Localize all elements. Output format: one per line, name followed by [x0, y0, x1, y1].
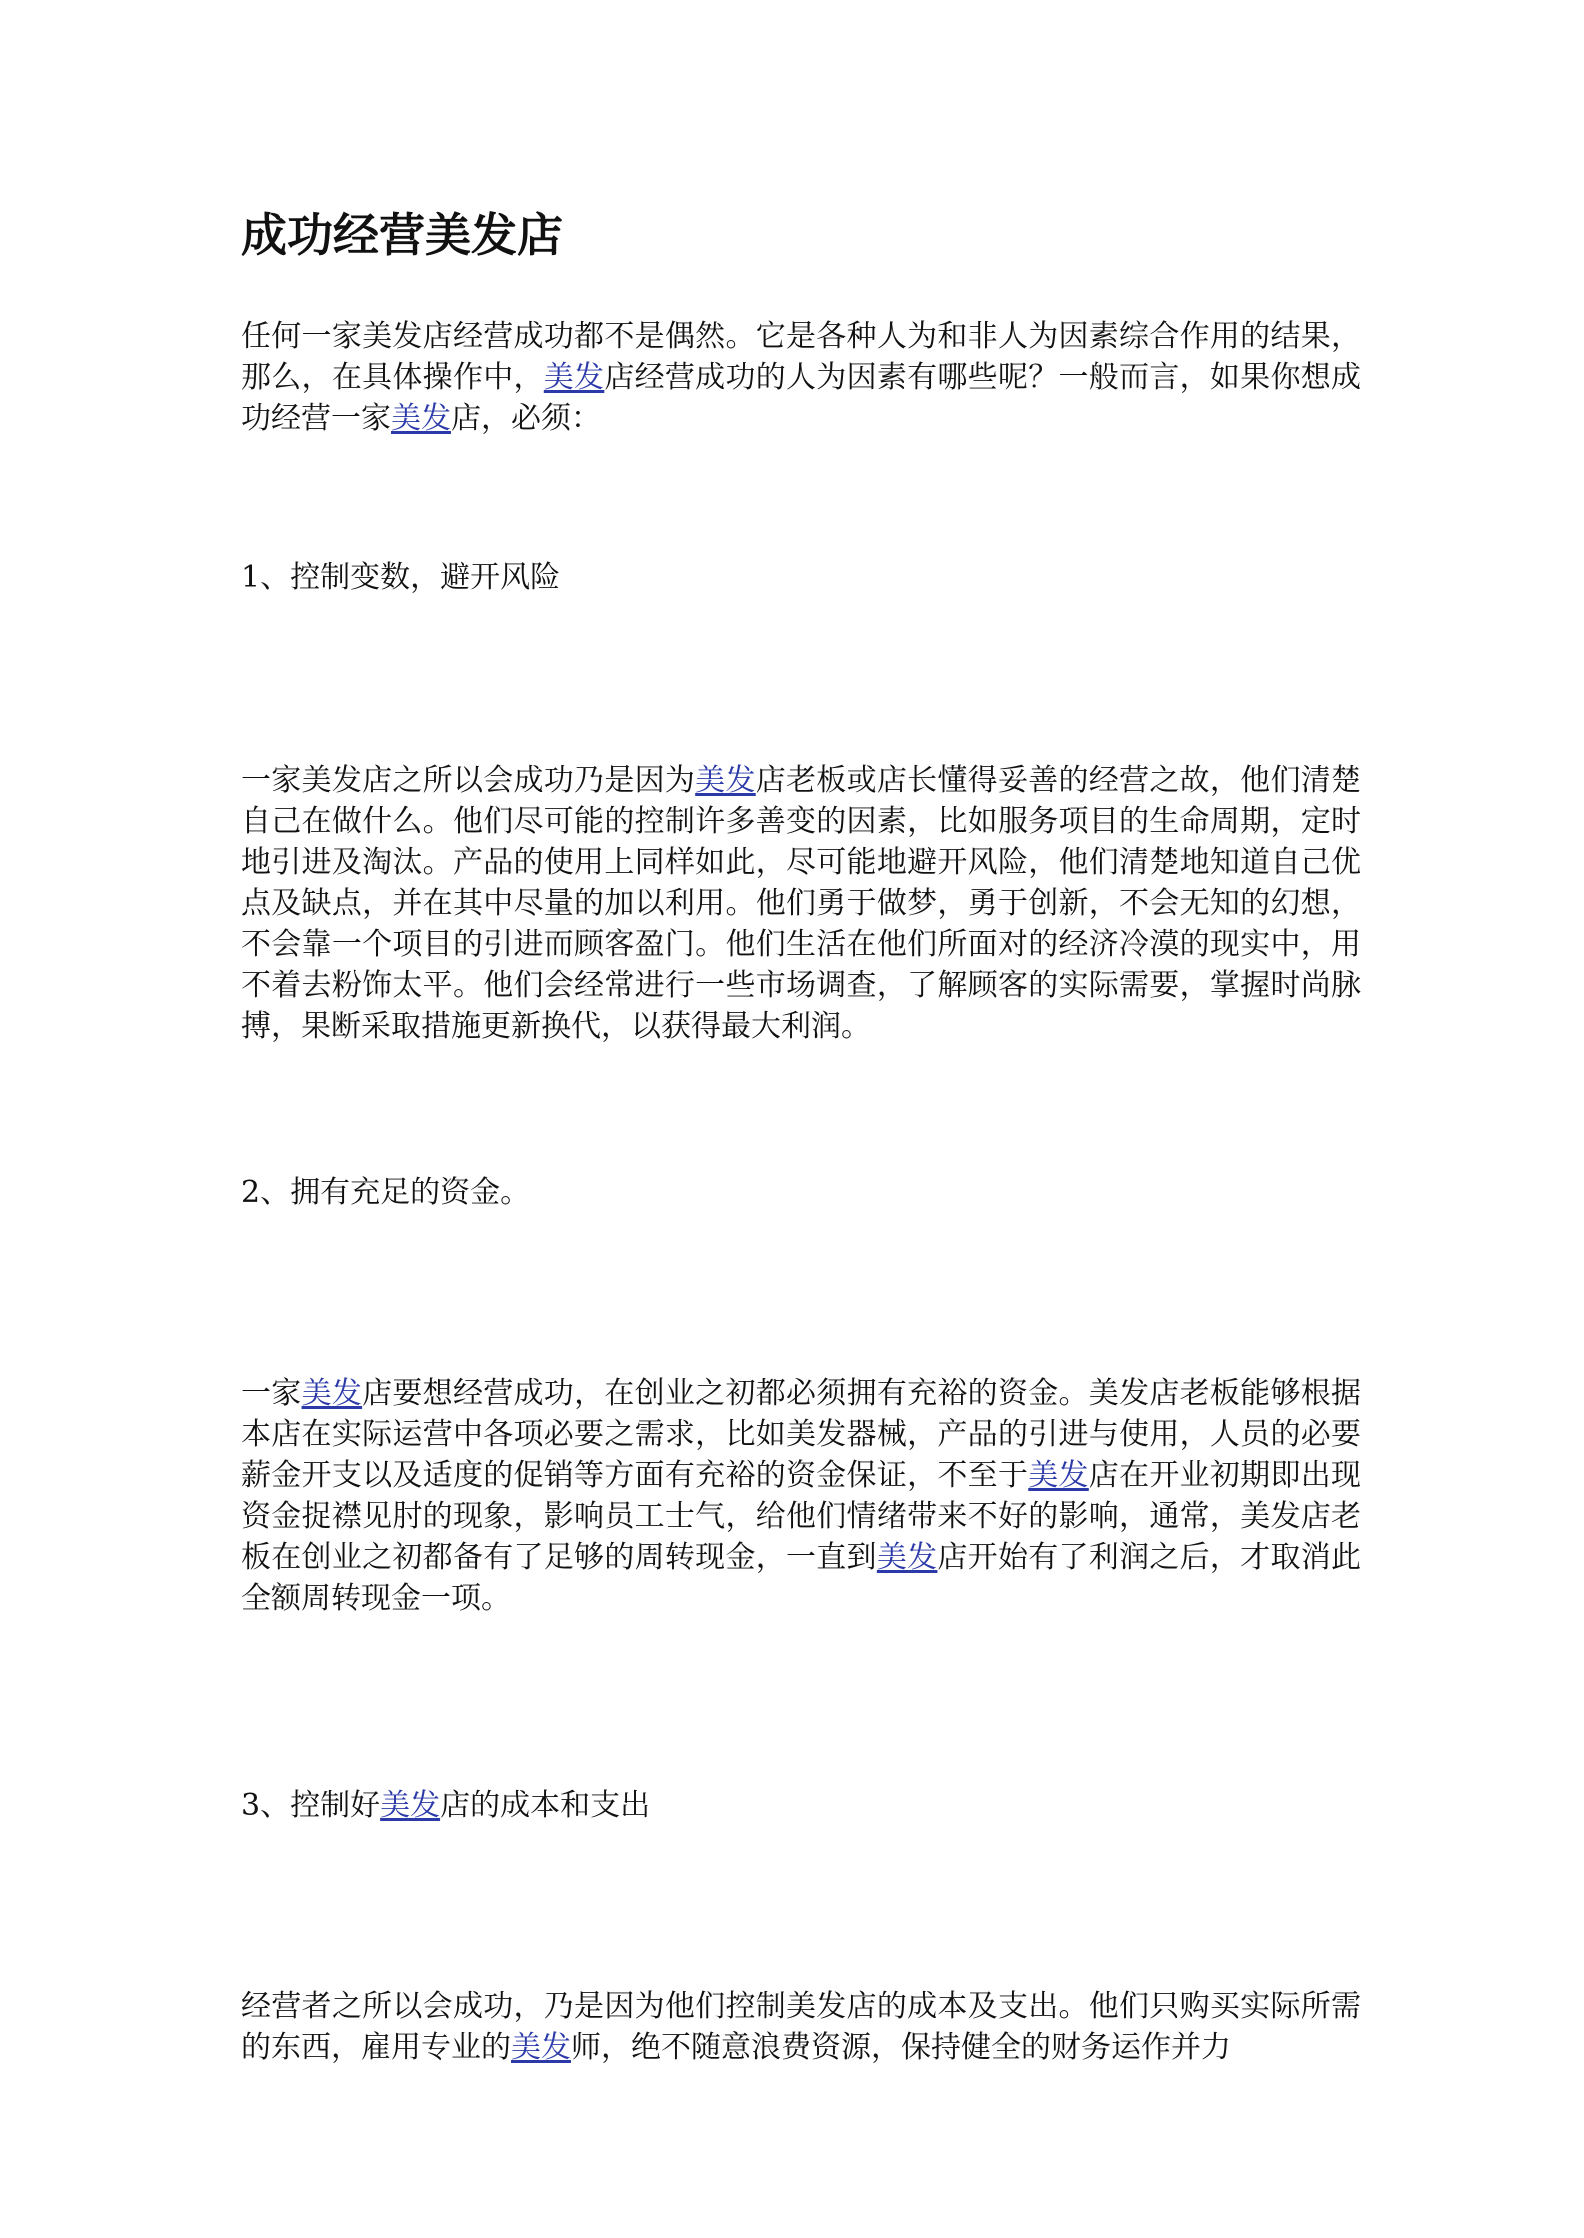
text-run: 店经营成功的人为因素有哪些呢？一般而言，如果你想成功经营一家 [241, 360, 1362, 436]
text-run: 师，绝不随意浪费资源，保持健全的财务运作并力 [571, 2030, 1231, 2065]
meifa-link[interactable]: 美发 [876, 1540, 938, 1575]
text-run: 店要想经营成功，在创业之初都必须拥有充裕的资金。美发店老板能够根据本店在实际运营中各项必要之需求，比如美发器械，产品的引进与使用，人员的必要薪金开支以及适度的促销等方面有充裕的资金保证，不至于 [241, 1376, 1362, 1493]
meifa-link[interactable]: 美发 [1028, 1458, 1089, 1493]
intro-paragraph [241, 316, 1361, 439]
text-run: 1、控制变数，避开风险 [241, 560, 561, 595]
text-run: 店的成本和支出 [440, 1788, 651, 1823]
meifa-link[interactable]: 美发 [511, 2030, 571, 2065]
text-run: 任何一家美发店经营成功都不是偶然。它是各种人为和非人为因素综合作用的结果，那么，在具体操作中， [241, 319, 1361, 395]
text-run: 店老板或店长懂得妥善的经营之故，他们清楚自己在做什么。他们尽可能的控制许多善变的因素，比如服务项目的生命周期，定时地引进及淘汰。产品的使用上同样如此，尽可能地避开风险，他们清楚地知道自己优点及缺点，并在其中尽量的加以利用。他们勇于做梦，勇于创新，不会无知的幻想，不会靠一个项目的引进而顾客盈门。他们生活在他们所面对的经济冷漠的现实中，用不着去粉饰太平。他们会经常进行一些市场调查，了解顾客的实际需要，掌握时尚脉搏，果断采取措施更新换代，以获得最大利润。 [241, 763, 1362, 1044]
text-run: 店，必须： [451, 401, 601, 436]
meifa-link[interactable]: 美发 [543, 360, 605, 395]
section-1-paragraph [241, 760, 1361, 1047]
section-2-paragraph [241, 1373, 1361, 1619]
section-2-heading [241, 1172, 1361, 1213]
text-run: 店开始有了利润之后，才取消此全额周转现金一项。 [241, 1540, 1362, 1616]
meifa-link[interactable]: 美发 [380, 1788, 441, 1823]
section-3-paragraph [241, 1986, 1361, 2068]
text-run: 店在开业初期即出现资金捉襟见肘的现象，影响员工士气，给他们情绪带来不好的影响，通常，美发店老板在创业之初都备有了足够的周转现金，一直到 [241, 1458, 1362, 1575]
text-run: 一家美发店之所以会成功乃是因为 [241, 763, 696, 798]
document-title: 成功经营美发店 [241, 208, 563, 262]
meifa-link[interactable]: 美发 [301, 1376, 363, 1411]
text-run: 经营者之所以会成功，乃是因为他们控制美发店的成本及支出。他们只购买实际所需的东西，雇用专业的 [241, 1989, 1361, 2065]
meifa-link[interactable]: 美发 [391, 401, 451, 436]
text-run: 3、控制好 [241, 1788, 381, 1823]
section-3-heading [241, 1785, 1361, 1826]
text-run: 2、拥有充足的资金。 [241, 1175, 531, 1210]
section-1-heading [241, 557, 1361, 598]
meifa-link[interactable]: 美发 [695, 763, 756, 798]
text-run: 一家 [241, 1376, 302, 1411]
